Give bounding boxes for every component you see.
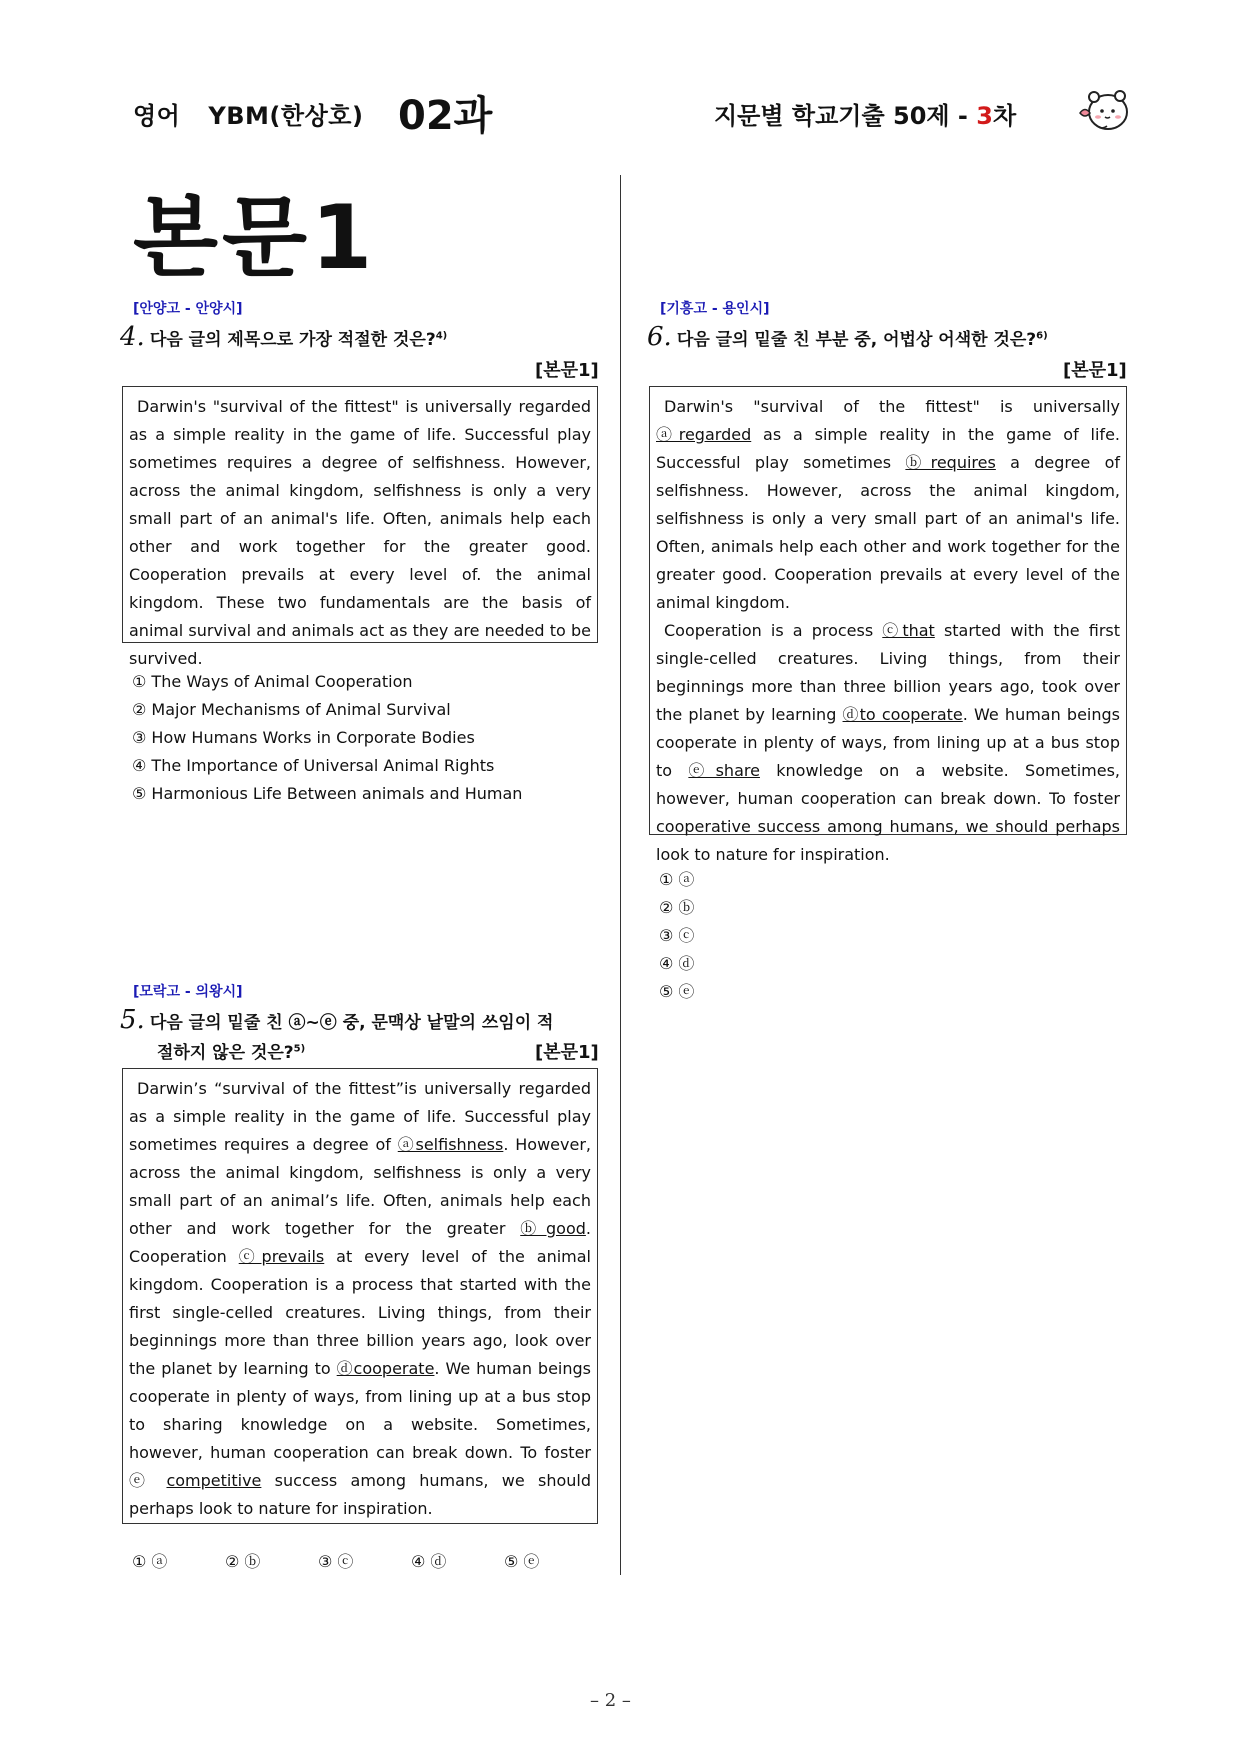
- q5-question: [120, 1005, 605, 1035]
- q6-option-4[interactable]: ④ ⓓ: [659, 954, 695, 973]
- q4-question-text: 다음 글의 제목으로 가장 적절한 것은?: [149, 330, 436, 350]
- q6-tag: [본문1]: [1063, 360, 1127, 381]
- q6-footnote: 6): [1036, 330, 1048, 342]
- q4-option-2[interactable]: ② Major Mechanisms of Animal Survival: [132, 700, 451, 719]
- q5-underline-c: ⓒprevails: [238, 1247, 325, 1266]
- q4-option-1[interactable]: ① The Ways of Animal Cooperation: [132, 672, 413, 691]
- q4-passage-text: Darwin's "survival of the fittest" is universally regarded as a simple reality in the game of life. Successful play sometimes requires a degree of selfishness. However, across the animal kingdom, selfishness is only a very small part of an animal's life. Often, animals help each other and work together for the greater good. Cooperation prevails at every level of. the animal kingdom. These two fundamentals are the basis of animal survival and animals act as they are needed to be survived.: [129, 397, 591, 668]
- q5-underline-a: ⓐselfishness: [397, 1135, 504, 1154]
- q4-option-5[interactable]: ⑤ Harmonious Life Between animals and Human: [132, 784, 523, 803]
- q6-option-5[interactable]: ⑤ ⓔ: [659, 982, 695, 1001]
- q5-passage: [122, 1068, 598, 1524]
- q5-option-4[interactable]: ④ ⓓ: [411, 1552, 447, 1571]
- q4-options: [132, 668, 522, 808]
- subject-label: 영어: [133, 102, 181, 130]
- bear-mascot-icon: [1076, 86, 1132, 136]
- q5-underline-d: ⓓcooperate: [336, 1359, 435, 1378]
- q4-footnote: 4): [435, 330, 448, 342]
- q6-options: [659, 866, 694, 1006]
- q4-tag: [본문1]: [535, 360, 599, 381]
- q6-underline-d: ⓓto cooperate: [842, 705, 963, 724]
- q5-options: [132, 1549, 597, 1572]
- q6-option-2[interactable]: ② ⓑ: [659, 898, 695, 917]
- q6-passage-para-1: Darwin's "survival of the fittest" is universally ⓐregarded as a simple reality in the game of life. Successful play sometimes ⓑrequires a degree of selfishness. However, across the animal kingdom, selfishness is only a very small part of an animal's life. Often, animals help each other and work together for the greater good. Cooperation prevails at every level of the animal kingdom.: [656, 397, 1120, 612]
- q6-source: [기흥고 - 용인시]: [660, 301, 770, 317]
- header-subject: [133, 96, 363, 131]
- q5-option-2[interactable]: ② ⓑ: [225, 1552, 261, 1571]
- lesson-label: 02과: [398, 93, 493, 139]
- q6-option-3[interactable]: ③ ⓒ: [659, 926, 695, 945]
- q6-passage: [649, 386, 1127, 864]
- page-number: – 2 –: [590, 1690, 631, 1711]
- q6-question-text: 다음 글의 밑줄 친 부분 중, 어법상 어색한 것은?: [676, 330, 1037, 350]
- section-title: 본문1: [133, 186, 377, 289]
- q4-passage: [122, 386, 598, 668]
- column-divider: [620, 175, 621, 1575]
- q6-number: 6.: [647, 322, 672, 352]
- q5-number: 5.: [120, 1005, 145, 1035]
- series-number: 3: [976, 102, 993, 130]
- q5-passage-text: Darwin’s “survival of the fittest”is universally regarded as a simple reality in the game of life. Successful play sometimes requires a degree of ⓐselfishness. However, across the animal kingdom, selfishness is only a very small part of an animal’s life. Often, animals help each other and work together for the greater ⓑgood. Cooperation ⓒprevails at every level of the animal kingdom. Cooperation is a process that started with the first single-celled creatures. Living things, from their beginnings more than three billion years ago, look over the planet by learning to ⓓcooperate. We human beings cooperate in plenty of ways, from lining up at a bus stop to sharing knowledge on a website. Sometimes, however, human cooperation can break down. To foster ⓔ competitive success among humans, we should perhaps look to nature for inspiration.: [129, 1079, 591, 1518]
- q6-passage-para-2: Cooperation is a process ⓒthat started with the first single-celled creatures. Living things, from their beginnings more than three billion years ago, took over the planet by learning ⓓto cooperate. We human beings cooperate in plenty of ways, from lining up at a bus stop to ⓔshare knowledge on a website. Sometimes, however, human cooperation can break down. To foster cooperative success among humans, we should perhaps look to nature for inspiration.: [656, 621, 1121, 864]
- q6-underline-c: ⓒthat: [882, 621, 935, 640]
- q6-underline-b: ⓑrequires: [905, 453, 996, 472]
- series-label: 지문별 학교기출 50제 - 3차: [714, 102, 1017, 130]
- q6-underline-e: ⓔshare: [688, 761, 760, 780]
- q6-underline-a: ⓐregarded: [656, 425, 752, 444]
- q5-option-1[interactable]: ① ⓐ: [132, 1552, 168, 1571]
- q5-option-5[interactable]: ⑤ ⓔ: [504, 1552, 540, 1571]
- q5-question-text-1: 다음 글의 밑줄 친 ⓐ~ⓔ 중, 문맥상 낱말의 쓰임이 적: [149, 1013, 554, 1033]
- q4-option-3[interactable]: ③ How Humans Works in Corporate Bodies: [132, 728, 475, 747]
- q5-underline-b: ⓑgood: [520, 1219, 586, 1238]
- q4-source: [안양고 - 안양시]: [133, 301, 243, 317]
- q6-option-1[interactable]: ① ⓐ: [659, 870, 695, 889]
- q5-tag: [본문1]: [535, 1042, 599, 1063]
- q6-question: [647, 322, 1127, 352]
- q4-option-4[interactable]: ④ The Importance of Universal Animal Rights: [132, 756, 495, 775]
- q5-question-line2: [157, 1038, 305, 1063]
- q5-source: [모락고 - 의왕시]: [133, 984, 243, 1000]
- q5-underline-e: competitive: [166, 1471, 262, 1490]
- q5-question-text-2: 절하지 않은 것은?: [157, 1043, 294, 1063]
- publisher-label: YBM(한상호): [208, 102, 364, 130]
- q5-option-3[interactable]: ③ ⓒ: [318, 1552, 354, 1571]
- q4-question: [120, 322, 600, 352]
- q4-number: 4.: [120, 322, 145, 352]
- q5-footnote: 5): [293, 1043, 306, 1055]
